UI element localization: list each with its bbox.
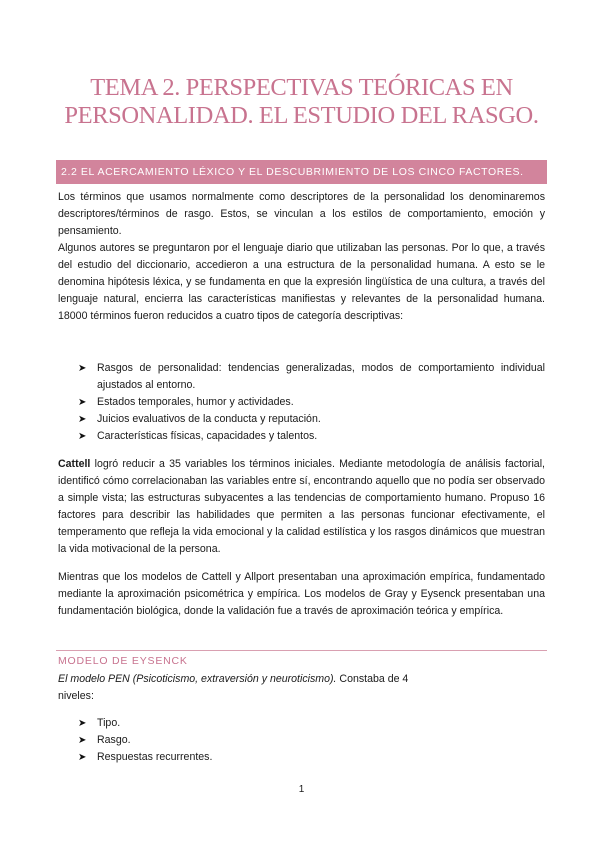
arrow-bullet-icon: ➤ [78, 752, 87, 763]
page-title [40, 74, 563, 130]
paragraph-lexical-hypothesis: Algunos autores se preguntaron por el lenguaje diario que utilizaban las personas. Por lo que, a través del estudio del diccionario, accedieron a una estructura de la personalidad humana. A esto se le denomina hipótesis léxica, y se fundamenta en que la expresión lingüística de una cultura, a través del lenguaje natural, encierra las características manifiestas y relevantes de la personalidad humana. 18000 términos fueron reducidos a cuatro tipos de categoría descriptivas: [58, 242, 545, 322]
list-item-text: Juicios evaluativos de la conducta y reputación. [97, 413, 321, 425]
list-item [78, 360, 545, 394]
list-item-text: Rasgos de personalidad: tendencias generalizadas, modos de comportamiento individual ajustados al entorno. [97, 362, 545, 391]
eysenck-levels-list [78, 715, 545, 766]
paragraph-cattell [58, 456, 545, 558]
subsection-divider [56, 650, 547, 651]
list-item [78, 749, 545, 766]
list-item-text: Respuestas recurrentes. [97, 751, 213, 763]
list-item-text: Estados temporales, humor y actividades. [97, 396, 294, 408]
arrow-bullet-icon: ➤ [78, 735, 87, 746]
list-item-text: Características físicas, capacidades y talentos. [97, 430, 318, 442]
pen-model-text: Constaba de 4 [336, 673, 409, 685]
title-line-2: PERSONALIDAD. EL ESTUDIO DEL RASGO. [64, 102, 539, 129]
list-item [78, 715, 545, 732]
arrow-bullet-icon: ➤ [78, 363, 87, 374]
list-item-text: Rasgo. [97, 734, 131, 746]
paragraph-descriptors: Los términos que usamos normalmente como descriptores de la personalidad los denominaremos descriptores/términos de rasgo. Estos, se vinculan a los estilos de comportamiento, emoción y pensamiento. [58, 191, 545, 237]
section-heading: 2.2 EL ACERCAMIENTO LÉXICO Y EL DESCUBRIMIENTO DE LOS CINCO FACTORES. [56, 160, 547, 184]
arrow-bullet-icon: ➤ [78, 414, 87, 425]
cattell-name: Cattell [58, 458, 91, 470]
paragraph-pen-model [58, 671, 545, 705]
title-line-1: TEMA 2. PERSPECTIVAS TEÓRICAS EN [90, 74, 513, 101]
list-item [78, 732, 545, 749]
category-list [78, 360, 545, 445]
arrow-bullet-icon: ➤ [78, 718, 87, 729]
list-item [78, 394, 545, 411]
list-item [78, 428, 545, 445]
list-item [78, 411, 545, 428]
page-number: 1 [298, 784, 305, 795]
subsection-heading: MODELO DE EYSENCK [58, 655, 188, 667]
arrow-bullet-icon: ➤ [78, 431, 87, 442]
list-item-text: Tipo. [97, 717, 121, 729]
pen-model-italic: El modelo PEN (Psicoticismo, extraversión y neuroticismo). [58, 673, 337, 685]
pen-model-text-2: niveles: [58, 690, 94, 702]
arrow-bullet-icon: ➤ [78, 397, 87, 408]
paragraph-models: Mientras que los modelos de Cattell y Allport presentaban una aproximación empírica, fundamentado mediante la aproximación psicométrica y empírica. Los modelos de Gray y Eysenck presentaban una fundamentación biológica, donde la validación fue a través de aproximación teórica y empírica. [58, 571, 545, 617]
cattell-text: logró reducir a 35 variables los términos iniciales. Mediante metodología de análisis factorial, identificó cómo correlacionaban las variables entre sí, encontrando aquello que no podía ser observado a simple vista; las estructuras subyacentes a las tendencias de comportamiento humano. Propuso 16 factores para describir las habilidades que permiten a las personas funcionar efectivamente, el temperamento que refleja la vida emocional y la calidad estilística y los rasgos dinámicos que muestran la vida motivacional de la persona. [58, 458, 545, 555]
